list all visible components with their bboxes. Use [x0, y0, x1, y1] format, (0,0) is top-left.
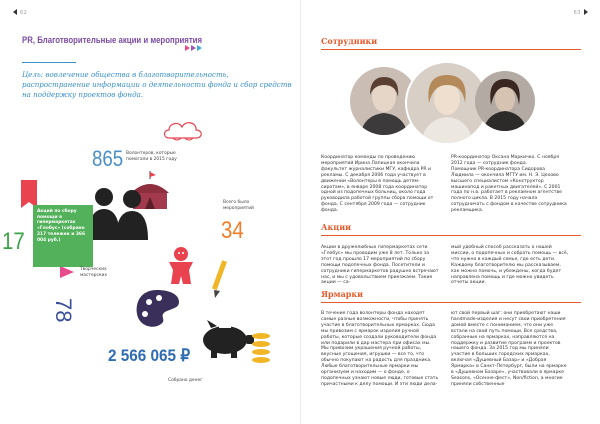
staff-text-column-2: PR-координатор Оксана Маркичко. С ноября 2012 года — сотрудник фонда. Помощник PR-координатора Сидорова Людмила — окончила МГТУ им. Н. Э. Цехово высшего специалистом «Конструктор машинопод и ракетных двигателей». С 2001 года по н.в. работает в рекламном агентстве полного цикла. В 2015 году начала сотрудничать с фондом в качестве сотрудника рекламщика. — [451, 155, 567, 214]
actions-caption: Акций по сбору помощи в гипермаркетах «Глобус» (собрано 217 тележек и 366 004 руб.) — [37, 209, 86, 243]
page-title: PR, Благотворительные акции и мероприятия — [22, 35, 203, 45]
actions-number: 17 — [2, 228, 25, 255]
workshops-number: 78 — [51, 298, 76, 323]
lead-divider — [22, 62, 76, 63]
actions-heading: Акции — [321, 222, 352, 232]
piggy-bank-icon — [197, 318, 257, 358]
staff-text-column-1: Координатор команды по проведению мероприятий Ирина Лапицкая окончила факультет журналистики МГУ, кафедра PR и рекламы. С декабря 2006 года участвует в движении «Волонтеры в помощь детям-сиротам», в январе 2008 года координатор одной из подопечных больниц, около года руководила работой группы сбора помощи от фонда. С сентября 2009 года — сотрудник фонда. — [321, 155, 434, 214]
actions-text-column-2: мый удобный способ рассказать о нашей миссии, о подопечных и собрать помощь — всё, что нужно в каждый семье, где есть дети. Каждому благотворителю мы рассказываем, как можно помочь, и убеждены, когда будет направлена помощь и где можно увидеть отчеты акции. — [451, 245, 569, 286]
fairs-text-column-1: В течение года волонтеры фонда находят самые разные возможности, чтобы принять участие в благотворительных ярмарках. Сюда мы привозим с ярмарок изделия ручной работы, которые создали руководители фонда или подарили в дар мастера при офисах мы. Мы привозим украшения ручной работы, вкусные угощения, игрушки — все то, что обычно покупают на радость для праздника. Любые благотворительные ярмарки мы организуем и находим — о фонде, о подопечных узнают новые люди, готовые стать причастными к делу помощи. И эти люди дела- — [321, 311, 439, 387]
right-page — [300, 0, 600, 424]
staff-divider — [321, 49, 581, 50]
lead-paragraph: Цель: вовлечение общества в благотворительность, распространение информации о деятельности фонда и сбор средств на поддержку проектов фонда. — [22, 70, 292, 99]
page-number-left[interactable]: 62 — [13, 9, 27, 16]
fairs-text-column-2: ют свой первый шаг: они приобретают наши handmade-изделия и несут свои приобретения домой вместе с пониманием, что они уже встали на свой путь помощи. Все средства, собранные на ярмарках, направляются на поддержку и развитие программ и проектов нашего фонда. За 2015 год мы приняли участие в больших городских ярмарках, включая «Душевный Базар» и «Добрая Ярмарка» в Санкт-Петербург, были на ярмарке в «Душевном Базаре», участвовали в ярмарке Seasons, «Осенне-фест», Non/fiction, а многие приняли собственные — [451, 311, 567, 387]
prev-arrow-icon[interactable] — [13, 9, 17, 15]
page-number-right[interactable]: 63 — [574, 9, 588, 16]
next-arrow-icon[interactable] — [584, 9, 588, 15]
fairs-divider — [321, 302, 581, 303]
coins-icon — [250, 330, 272, 364]
money-raised-caption: Собрано денег — [168, 378, 203, 383]
workshops-caption: Творческих мастерских — [80, 267, 107, 278]
money-raised-number: 2 566 065 ₽ — [108, 346, 191, 365]
volunteers-number: 865 — [92, 146, 124, 171]
events-number: 34 — [221, 217, 244, 244]
staff-photo-3 — [475, 71, 535, 131]
title-triangles-decoration — [185, 36, 203, 55]
pink-arrow-decoration — [60, 266, 74, 278]
pencil-icon — [207, 258, 231, 300]
events-caption: Всего было мероприятий — [223, 200, 254, 211]
cloud-icon — [163, 118, 203, 144]
actions-text-column-1: Акции в дружелюбных гипермаркетах сети «Глобус» мы проводим уже 8 лет. Только за этот год прошло 17 мероприятий по сбору помощи подопечных фонда. Посетители и сотрудники гипермаркетов радушно встречают нас, и мы с удовольствием приезжаем. Такие акции — са- — [321, 245, 439, 286]
fairs-heading: Ярмарки — [321, 289, 364, 299]
staff-heading: Сотрудники — [321, 36, 378, 46]
palette-icon — [133, 288, 181, 332]
actions-divider — [321, 235, 581, 236]
volunteers-caption: Волонтеров, которые помогали в 2015 году — [126, 151, 177, 162]
gingerbread-man-icon — [163, 246, 199, 286]
